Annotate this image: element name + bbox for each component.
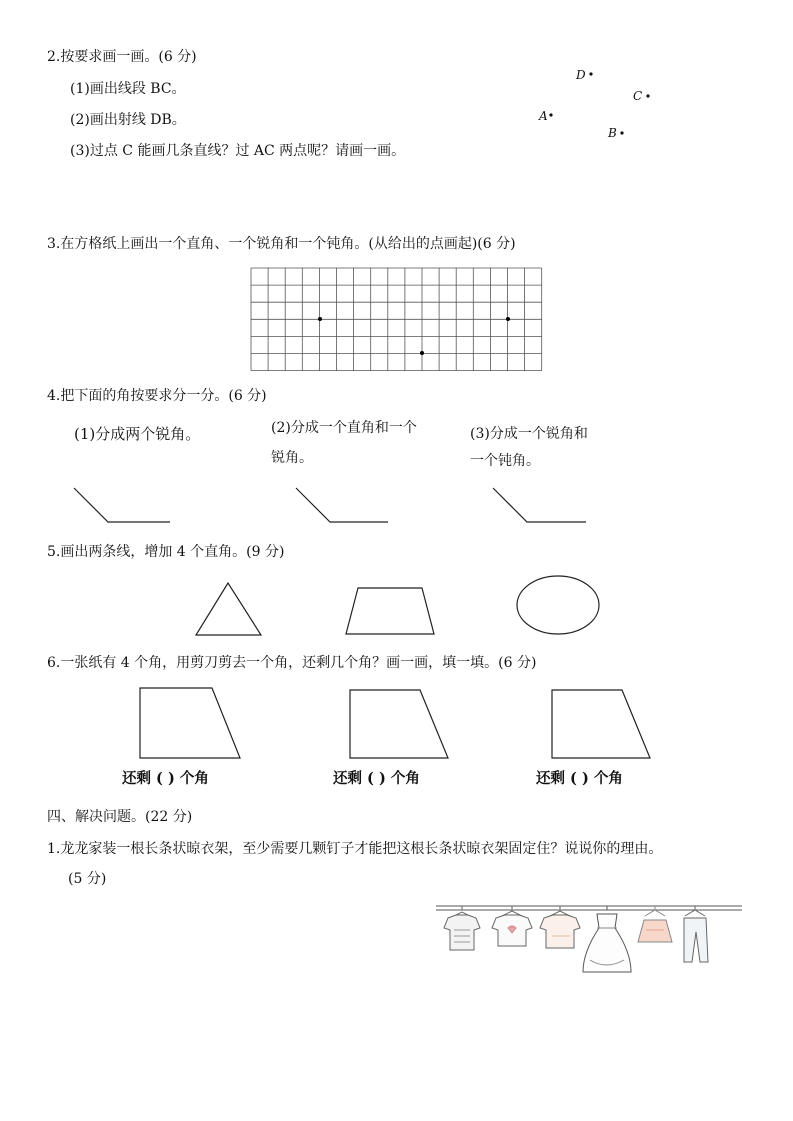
q2-item-2: (2)画出射线 DB。 — [70, 112, 186, 128]
section4-q1-line2: (5 分) — [68, 871, 107, 887]
pants — [684, 906, 708, 962]
shirt-3 — [540, 906, 580, 948]
q4-title: 4.把下面的角按要求分一分。(6 分) — [47, 388, 267, 404]
q4-sub1: (1)分成两个锐角。 — [74, 425, 201, 443]
q4-sub3-line2: 一个钝角。 — [470, 453, 540, 469]
q2-title: 2.按要求画一画。(6 分) — [47, 49, 197, 65]
shirt-2 — [492, 906, 532, 946]
point-a-label: A — [539, 109, 548, 123]
q6-answer-1[interactable]: 还剩 ( ) 个角 — [122, 770, 209, 787]
q6-answer-2[interactable]: 还剩 ( ) 个角 — [333, 770, 420, 787]
q5-title: 5.画出两条线，增加 4 个直角。(9 分) — [47, 544, 285, 560]
q6-answer-3[interactable]: 还剩 ( ) 个角 — [536, 770, 623, 787]
shirt-1 — [444, 906, 480, 950]
point-c-label: C — [633, 89, 643, 103]
q4-sub2-line2: 锐角。 — [271, 450, 313, 466]
section4-title: 四、解决问题。(22 分) — [47, 809, 193, 825]
dress — [583, 906, 631, 972]
q4-sub2-line1: (2)分成一个直角和一个 — [271, 420, 417, 436]
skirt — [638, 906, 672, 942]
q3-title: 3.在方格纸上画出一个直角、一个锐角和一个钝角。(从给出的点画起)(6 分) — [47, 236, 516, 252]
q6-title: 6.一张纸有 4 个角，用剪刀剪去一个角，还剩几个角？画一画，填一填。(6 分) — [47, 655, 537, 671]
q2-item-1: (1)画出线段 BC。 — [70, 81, 186, 97]
section4-q1-line1: 1.龙龙家装一根长条状晾衣架，至少需要几颗钉子才能把这根长条状晾衣架固定住？说说你的理由。 — [47, 841, 663, 857]
q4-sub3-line1: (3)分成一个锐角和 — [470, 426, 588, 442]
q2-item-3: (3)过点 C 能画几条直线？过 AC 两点呢？请画一画。 — [70, 143, 406, 159]
point-d-label: D — [576, 68, 586, 82]
point-b-label: B — [608, 126, 617, 140]
